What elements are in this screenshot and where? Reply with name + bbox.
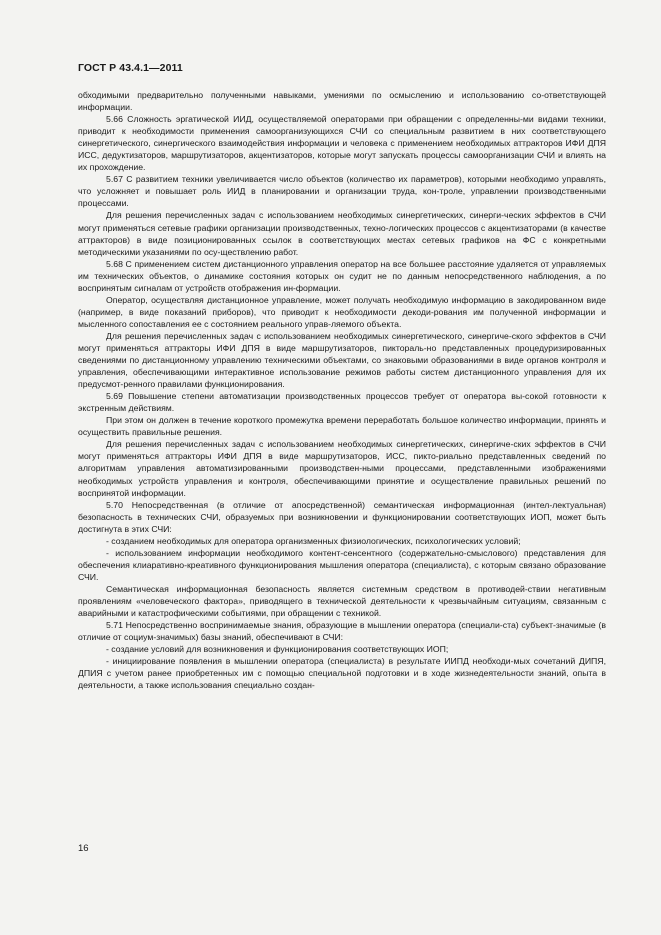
list-item: - использованием информации необходимого контент-сенсентного (содержательно-смыслового) представления для обеспечения клиаративно-креативного функционирования мышления оператора (специалиста), с которым связано образование СЧИ. [78,547,606,582]
paragraph: Для решения перечисленных задач с использованием необходимых синергетических, синерги-ческих эффектов в СЧИ могут применяться сетевые графики организации производственных, техно-логических процессов с акцентизаторами (в качестве аттракторов) в виде позиционированных ссылок в соответствующих местах сетевых графиков на ФС с конкретными методическими указаниями по осу-ществлению работ. [78,210,606,257]
paragraph: Семантическая информационная безопасность является системным средством в противодей-ствии негативным проявлениям «человеческого фактора», приводящего в технической деятельности к чрезвычайным ситуациям, связанным с аварийными и катастрофическими событиями, при обращении с техникой. [78,583,606,619]
paragraph-5-69: 5.69 Повышение степени автоматизации производственных процессов требует от оператора вы-сокой готовности к экстренным действиям. [78,391,606,414]
paragraph: При этом он должен в течение короткого промежутка времени переработать большое количество информации, принять и осуществить правильные решения. [78,415,606,438]
paragraph-5-68: 5.68 С применением систем дистанционного управления оператор на все большее расстояние удаляется от управляемых им технических объектов, о динамике состояния которых он судит не по данным непосредственного наблюдения, а по воспринятым сигналам от устройств отображения ин-формации. [78,258,606,293]
list-item: - инициирование появления в мышлении оператора (специалиста) в результате ИИПД необходи-мых сочетаний ДИПЯ, ДПИЯ с учетом ранее приобретенных им с помощью специальной подготовки и в ходе жизнедеятельности знаний, опыта в деятельности, а также использования специально создан- [78,656,606,691]
list-item: - создание условий для возникновения и функционирования соответствующих ИОП; [106,644,449,655]
paragraph-5-66: 5.66 Сложность эргатической ИИД, осуществляемой операторами при обращении с определенны-ми видами техники, приводит к необходимости применения самоорганизующихся СЧИ со специальным развитием в них соответствующего синергетического, синергического взаимодействия информации и человека с применением необходимых аттракторов ИФИ ДПЯ ИСС, дедуктизаторов, маршрутизаторов, акцентизаторов, которые могут запускать процессы самоорганизации СЧИ и влиять на их прохождение. [78,114,606,173]
document-body [78,89,606,691]
paragraph: Для решения перечисленных задач с использованием необходимых синергетического, синергиче-ского эффектов в СЧИ могут применяться аттракторы ИФИ ДПЯ в виде маршрутизаторов, пиктораль-но представленных процедуризированных сведениями по дистанционному управлению техническими объектами, со знаковыми образованиями в виде органов контроля и управления, обеспечивающими интерактивное использование режимов работы систем дистанционного управления для их предусмот-ренного правилами функционирования. [78,330,606,390]
document-code-header: ГОСТ Р 43.4.1—2011 [78,62,183,74]
list-item: - созданием необходимых для оператора организменных физиологических, психологических условий; [106,535,521,546]
paragraph: Для решения перечисленных задач с использованием необходимых синергетических, синергиче-ских эффектов в СЧИ могут применяться аттракторы ИФИ ДПЯ в виде маршрутизаторов, ИСС, пикто-риально представленных сведений по алгоритмам управления автоматизированными производствен-ными процессами, представленными изображениями необходимых устройств управления и контроля, обеспечивающими принятие и осуществление правильных решений по воспринятой информации. [78,439,606,498]
paragraph-5-67: 5.67 С развитием техники увеличивается число объектов (количество их параметров), которыми необходимо управлять, что усложняет и повышает роль ИИД в планировании и организации труда, кон-троле, управлении производственными процессами. [78,174,606,209]
page-number: 16 [78,843,89,854]
paragraph: Оператор, осуществляя дистанционное управление, может получать необходимую информацию в закодированном виде (например, в виде показаний приборов), что приводит к необходимости декоди-рования им полученной информации и мысленного сопоставления ее с состоянием реального управ-ляемого объекта. [78,294,606,329]
paragraph-continuation: обходимыми предварительно полученными навыками, умениями по осмыслению и использованию со-ответствующей информации. [78,90,606,113]
paragraph-5-71: 5.71 Непосредственно воспринимаемые знания, образующие в мышлении оператора (специали-ста) субъект-значимые (в отличие от социум-значимых) базы знаний, обеспечивают в СЧИ: [78,620,606,643]
paragraph-5-70: 5.70 Непосредственная (в отличие от апосредственной) семантическая информационная (интел-лектуальная) безопасность в технических СЧИ, образуемых при возникновении и функционировании соответствующих ИОП, может быть достигнута в этих СЧИ: [78,499,606,534]
